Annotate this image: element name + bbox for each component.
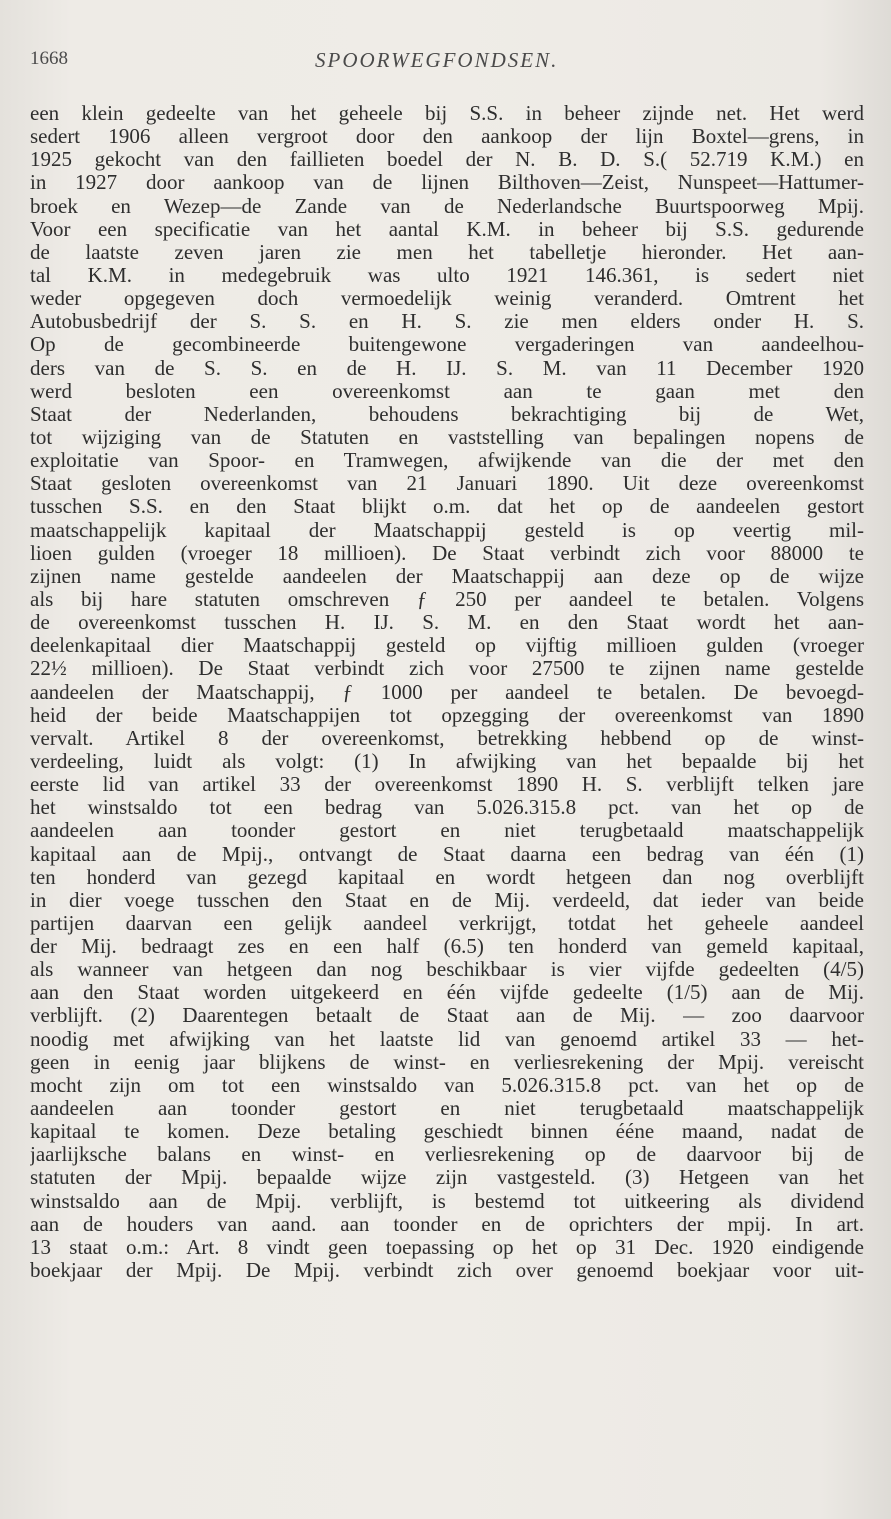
text-line: Staat gesloten overeenkomst van 21 Januari 1890. Uit deze overeenkomst [30,472,864,496]
text-line: Voor een specificatie van het aantal K.M. in beheer bij S.S. gedurende [30,217,864,241]
text-line: boekjaar der Mpij. De Mpij. verbindt zich over genoemd boekjaar voor uit- [30,1259,864,1283]
text-line: jaarlijksche balans en winst- en verliesrekening op de daarvoor bij de [30,1143,864,1167]
text-line: Autobusbedrijf der S. S. en H. S. zie men elders onder H. S. [30,310,864,334]
text-line: tal K.M. in medegebruik was ulto 1921 146.361, is sedert niet [30,263,864,287]
text-line: werd besloten een overeenkomst aan te gaan met den [30,379,864,403]
text-line: tusschen S.S. en den Staat blijkt o.m. dat het op de aandeelen gestort [30,495,864,519]
text-line: een klein gedeelte van het geheele bij S.S. in beheer zijnde net. Het werd [30,102,864,125]
text-line: zijnen name gestelde aandeelen der Maatschappij aan deze op de wijze [30,564,864,588]
text-line: deelenkapitaal dier Maatschappij gesteld op vijftig millioen gulden (vroeger [30,634,864,658]
text-line: de laatste zeven jaren zie men het tabelletje hieronder. Het aan- [30,240,864,264]
text-line: het winstsaldo tot een bedrag van 5.026.315.8 pct. van het op de [30,796,864,820]
text-line: 22½ millioen). De Staat verbindt zich voor 27500 te zijnen name gestelde [30,657,864,681]
text-line: sedert 1906 alleen vergroot door den aankoop der lijn Boxtel—grens, in [30,125,864,149]
text-line: eerste lid van artikel 33 der overeenkomst 1890 H. S. verblijft telken jare [30,773,864,797]
text-line: partijen daarvan een gelijk aandeel verkrijgt, totdat het geheele aandeel [30,911,864,935]
running-title: SPOORWEGFONDSEN. [315,48,559,72]
text-line: vervalt. Artikel 8 der overeenkomst, betrekking hebbend op de winst- [30,726,864,750]
text-line: noodig met afwijking van het laatste lid van genoemd artikel 33 — het- [30,1027,864,1051]
text-line: aandeelen der Maatschappij, ƒ 1000 per aandeel te betalen. De bevoegd- [30,680,864,704]
text-line: in dier voege tusschen den Staat en de Mij. verdeeld, dat ieder van beide [30,888,864,912]
text-line: de overeenkomst tusschen H. IJ. S. M. en den Staat wordt het aan- [30,611,864,635]
text-line: verdeeling, luidt als volgt: (1) In afwijking van het bepaalde bij het [30,749,864,773]
text-line: statuten der Mpij. bepaalde wijze zijn vastgesteld. (3) Hetgeen van het [30,1166,864,1190]
text-line: aan den Staat worden uitgekeerd en één vijfde gedeelte (1/5) aan de Mij. [30,981,864,1005]
text-line: verblijft. (2) Daarentegen betaalt de Staat aan de Mij. — zoo daarvoor [30,1004,864,1028]
text-line: heid der beide Maatschappijen tot opzegging der overeenkomst van 1890 [30,703,864,727]
text-line: geen in eenig jaar blijkens de winst- en verliesrekening der Mpij. vereischt [30,1050,864,1074]
text-line: Op de gecombineerde buitengewone vergaderingen van aandeelhou- [30,333,864,357]
text-line: Staat der Nederlanden, behoudens bekrachtiging bij de Wet, [30,402,864,426]
text-line: ders van de S. S. en de H. IJ. S. M. van 11 December 1920 [30,356,864,380]
text-line: ten honderd van gezegd kapitaal en wordt hetgeen dan nog overblijft [30,865,864,889]
text-line: lioen gulden (vroeger 18 millioen). De Staat verbindt zich voor 88000 te [30,541,864,565]
text-line: als wanneer van hetgeen dan nog beschikbaar is vier vijfde gedeelten (4/5) [30,958,864,982]
text-line: der Mij. bedraagt zes en een half (6.5) ten honderd van gemeld kapitaal, [30,935,864,959]
text-line: 13 staat o.m.: Art. 8 vindt geen toepassing op het op 31 Dec. 1920 eindigende [30,1235,864,1259]
body-text [30,102,864,1282]
text-line: winstsaldo aan de Mpij. verblijft, is bestemd tot uitkeering als dividend [30,1189,864,1213]
page-number: 1668 [30,48,68,69]
text-line: 1925 gekocht van den faillieten boedel der N. B. D. S.( 52.719 K.M.) en [30,148,864,172]
text-line: exploitatie van Spoor- en Tramwegen, afwijkende van die der met den [30,449,864,473]
text-line: aandeelen aan toonder gestort en niet terugbetaald maatschappelijk [30,1097,864,1121]
text-line: aandeelen aan toonder gestort en niet terugbetaald maatschappelijk [30,819,864,843]
text-line: aan de houders van aand. aan toonder en de oprichters der mpij. In art. [30,1212,864,1236]
page-header [30,48,860,82]
text-line: kapitaal aan de Mpij., ontvangt de Staat daarna een bedrag van één (1) [30,842,864,866]
text-line: tot wijziging van de Statuten en vaststelling van bepalingen nopens de [30,425,864,449]
text-line: kapitaal te komen. Deze betaling geschiedt binnen ééne maand, nadat de [30,1120,864,1144]
text-line: broek en Wezep—de Zande van de Nederlandsche Buurtspoorweg Mpij. [30,194,864,218]
text-line: in 1927 door aankoop van de lijnen Bilthoven—Zeist, Nunspeet—Hattumer- [30,171,864,195]
text-line: mocht zijn om tot een winstsaldo van 5.026.315.8 pct. van het op de [30,1073,864,1097]
text-line: maatschappelijk kapitaal der Maatschappij gesteld is op veertig mil- [30,518,864,542]
text-line: als bij hare statuten omschreven ƒ 250 per aandeel te betalen. Volgens [30,587,864,611]
text-line: weder opgegeven doch vermoedelijk weinig veranderd. Omtrent het [30,287,864,311]
